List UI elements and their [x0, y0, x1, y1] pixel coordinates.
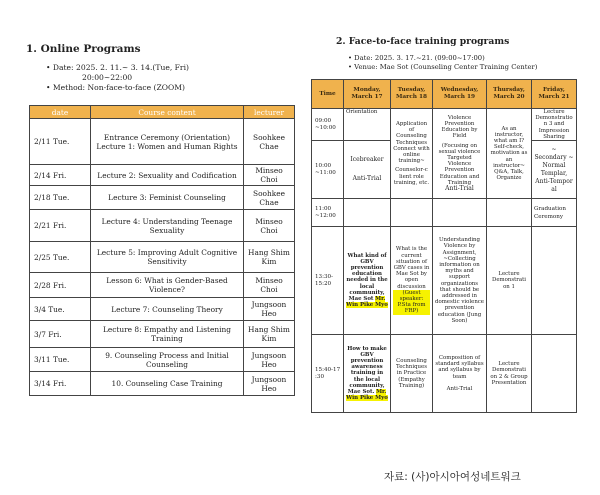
online-row	[30, 372, 295, 396]
online-schedule-table	[29, 105, 295, 396]
online-row	[30, 273, 295, 298]
empty-cell	[433, 199, 487, 227]
f2f-header-row	[312, 80, 577, 109]
col-time: Time	[312, 80, 344, 109]
online-row-content: 9. Counseling Process and Initial Counseling	[91, 348, 244, 372]
online-row-content: Lecture 7: Counseling Theory	[91, 298, 244, 321]
slot-1100	[312, 199, 577, 227]
online-row-date: 3/4 Tue.	[30, 298, 91, 321]
online-row-lecturer: Minseo Choi	[244, 210, 295, 242]
thu-demo2: Lecture Demonstrati on 2 & Group Presentation	[487, 335, 532, 413]
online-row-lecturer: Soohkee Chae	[244, 119, 295, 165]
online-header-row	[30, 106, 295, 119]
online-row-content: Lecture 5: Improving Adult Cognitive Sensitivity	[91, 242, 244, 273]
online-row-date: 2/18 Tue.	[30, 186, 91, 210]
time-cell: 09:00 ~10:00	[312, 109, 344, 141]
online-row-lecturer: Jungsoon Heo	[244, 298, 295, 321]
online-row-content: Lecture 2: Sexuality and Codification	[91, 165, 244, 186]
mon-anti-trial: Anti-Trial	[352, 174, 382, 182]
col-thursday: Thursday, March 20	[487, 80, 532, 109]
wed-composition: Composition of standard syllabus and syllabus by team	[435, 355, 484, 380]
mon-afternoon	[344, 227, 391, 335]
online-row	[30, 186, 295, 210]
time-cell: 15:40-17 :30	[312, 335, 344, 413]
wed-morning	[433, 109, 487, 199]
mon-late	[344, 335, 391, 413]
online-row-lecturer: Jungsoon Heo	[244, 348, 295, 372]
col-monday: Monday, March 17	[344, 80, 391, 109]
online-row-date: 2/28 Fri.	[30, 273, 91, 298]
online-row-date: 3/11 Tue.	[30, 348, 91, 372]
fri-demo3: Lecture Demonstratio n 3 and Impression Sharing	[532, 109, 577, 141]
online-row-date: 3/7 Fri.	[30, 321, 91, 348]
f2f-date: • Date: 2025. 3. 17.~21. (09:00~17:00)	[348, 54, 485, 62]
online-row	[30, 210, 295, 242]
online-row-lecturer: Hang Shim Kim	[244, 321, 295, 348]
tue-afternoon	[391, 227, 433, 335]
col-lecturer: lecturer	[244, 106, 295, 119]
wed-anti-trial-2: Anti-Trial	[446, 385, 473, 392]
mon-gbv-question: What kind of GBV prevention education needed in the local community, Mae Sot	[346, 252, 388, 303]
online-row-content: Lecture 8: Empathy and Listening Training	[91, 321, 244, 348]
wed-violence-prevention: Violence Prevention Education by Field	[441, 114, 478, 140]
fri-dash: ~	[551, 145, 557, 153]
online-row-lecturer: Hang Shim Kim	[244, 242, 295, 273]
source-footer: 자료: (사)아시아여성네트워크	[384, 471, 521, 483]
tue-counselor-role: Counselor-c lient role training, etc.	[393, 167, 430, 186]
col-course-content: Course content	[91, 106, 244, 119]
empty-cell	[391, 199, 433, 227]
col-wednesday: Wednesday, March 19	[433, 80, 487, 109]
fri-secondary: Secondary ~ Normal Templar, Anti-Tempor al	[534, 153, 574, 193]
f2f-meta	[348, 54, 537, 72]
tue-current-situation: What is the current situation of GBV cases in Mae Sot by open discussion	[393, 246, 430, 290]
thu-instructor: As an instructor, what am I? Self-check, motivation as an instructor~ Q&A, Talk, Organize	[487, 109, 532, 199]
online-meta	[46, 63, 189, 93]
online-row-content: Lesson 6: What is Gender-Based Violence?	[91, 273, 244, 298]
f2f-venue: • Venue: Mae Sot (Counseling Center Training Center)	[348, 63, 538, 71]
online-row-content: Lecture 3: Feminist Counseling	[91, 186, 244, 210]
online-row	[30, 298, 295, 321]
col-date: date	[30, 106, 91, 119]
online-row-content: Lecture 4: Understanding Teenage Sexuality	[91, 210, 244, 242]
online-row	[30, 119, 295, 165]
tue-application: Application of Counseling Techniques Connect with online training~	[393, 120, 430, 165]
col-friday: Friday, March 21	[532, 80, 577, 109]
col-tuesday: Tuesday, March 18	[391, 80, 433, 109]
slot-1540	[312, 335, 577, 413]
wed-late	[433, 335, 487, 413]
online-row	[30, 242, 295, 273]
online-row	[30, 348, 295, 372]
fri-graduation: Graduation Ceremony	[532, 199, 577, 227]
online-row-lecturer: Minseo Choi	[244, 165, 295, 186]
tue-guest-speaker: (Guest speaker: P.Sta from FRP)	[393, 290, 430, 315]
empty-cell	[487, 199, 532, 227]
online-row-date: 2/25 Tue.	[30, 242, 91, 273]
tue-practice: Counseling Techniques in Practice (Empathy Training)	[391, 335, 433, 413]
online-row-content: 10. Counseling Case Training	[91, 372, 244, 396]
online-row-date: 2/11 Tue.	[30, 119, 91, 165]
online-time: 20:00~22:00	[82, 73, 133, 82]
online-row	[30, 165, 295, 186]
mon-icebreaker: Icebreaker	[350, 156, 384, 164]
fri-secondary-cell	[532, 141, 577, 199]
wed-focus: (Focusing on sexual violence Targeted Violence Prevention Education and Training	[438, 142, 481, 186]
tue-morning	[391, 109, 433, 199]
online-method: • Method: Non-face-to-face (ZOOM)	[46, 83, 185, 92]
thu-demo1: Lecture Demonstrati on 1	[487, 227, 532, 335]
mon-how-to: How to make GBV prevention awareness training in the local community, Mae Sot.	[347, 345, 387, 396]
time-cell: 10:00 ~11:00	[312, 141, 344, 199]
mon-orientation: Orientation	[344, 109, 391, 141]
online-row-lecturer: Minseo Choi	[244, 273, 295, 298]
online-row-lecturer: Soohkee Chae	[244, 186, 295, 210]
slot-1330	[312, 227, 577, 335]
online-row-date: 2/14 Fri.	[30, 165, 91, 186]
time-cell: 13:30- 15:20	[312, 227, 344, 335]
empty-cell	[532, 227, 577, 335]
mon-how-speaker: Mr. Win Pike Myo	[346, 389, 388, 402]
online-title: 1. Online Programs	[26, 43, 141, 55]
wed-understanding: Understanding Violence by Assignment, ~Collecting information on myths and support organizations that should be addressed in domestic violence prevention education (Jung Soon)	[433, 227, 487, 335]
slot-0900	[312, 109, 577, 141]
online-row-content: Entrance Ceremony (Orientation) Lecture 1: Women and Human Rights	[91, 119, 244, 165]
mon-icebreaker-cell	[344, 141, 391, 199]
online-row-lecturer: Jungsoon Heo	[244, 372, 295, 396]
mon-gbv-speaker: Mr. Win Pike Myo	[346, 296, 388, 309]
f2f-title: 2. Face-to-face training programs	[336, 36, 510, 47]
f2f-schedule-table	[311, 79, 577, 413]
empty-cell	[532, 335, 577, 413]
online-date: • Date: 2025. 2. 11.~ 3. 14.(Tue, Fri)	[46, 63, 189, 72]
online-row-date: 3/14 Fri.	[30, 372, 91, 396]
empty-cell	[344, 199, 391, 227]
online-row	[30, 321, 295, 348]
time-cell: 11:00 ~12:00	[312, 199, 344, 227]
wed-anti-trial: Anti-Trial	[445, 185, 474, 193]
online-row-date: 2/21 Fri.	[30, 210, 91, 242]
